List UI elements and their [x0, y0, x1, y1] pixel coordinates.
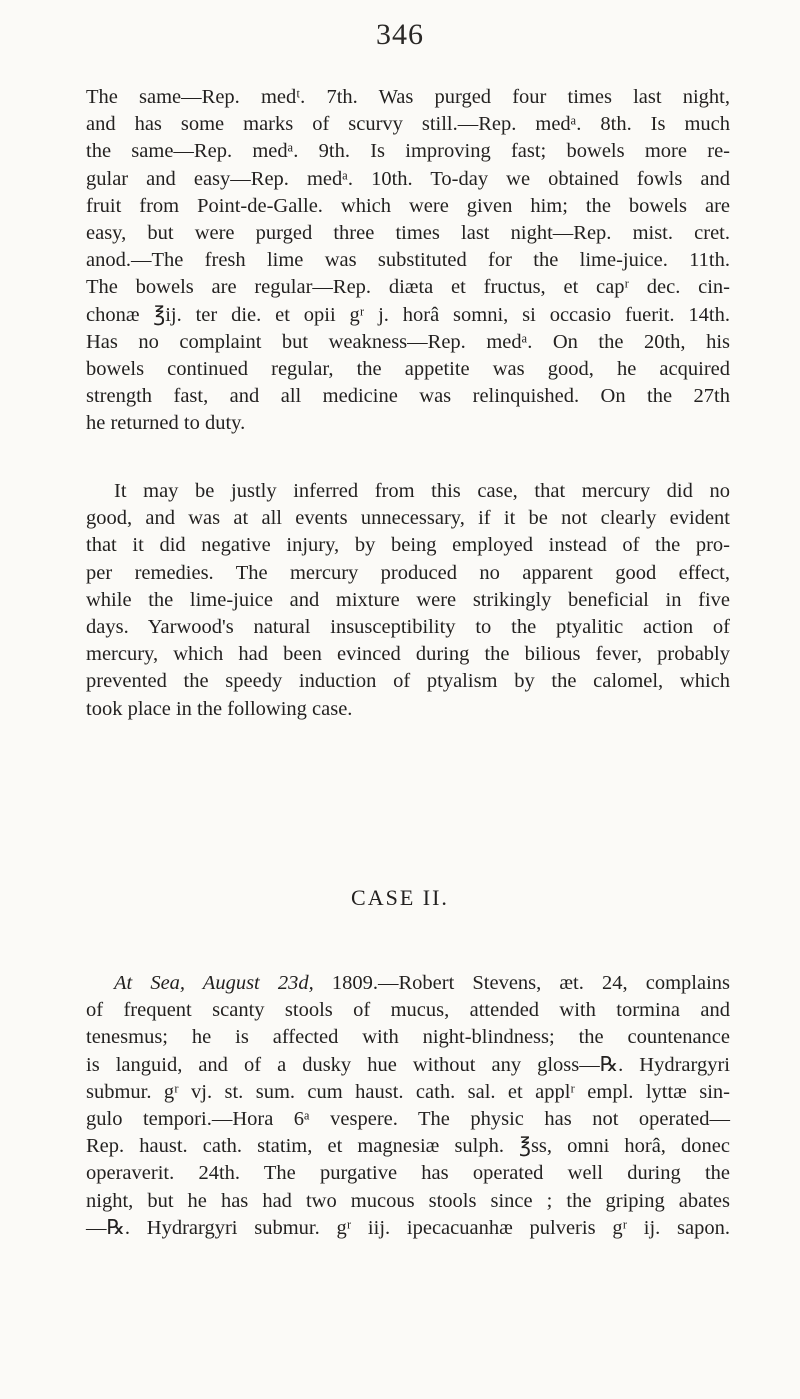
text-line: —℞. Hydrargyri submur. gʳ iij. ipecacuanhæ pulveris gʳ ij. sapon. — [86, 1216, 730, 1239]
text-line: fruit from Point-de-Galle. which were given him; the bowels are — [86, 194, 730, 217]
text-line: mercury, which had been evinced during the bilious fever, probably — [86, 643, 730, 666]
text-line: easy, but were purged three times last night—Rep. mist. cret. — [86, 222, 730, 245]
text-line: that it did negative injury, by being employed instead of the pro- — [86, 534, 730, 557]
text-line: prevented the speedy induction of ptyalism by the calomel, which — [86, 670, 730, 693]
text-line: The bowels are regular—Rep. diæta et fructus, et capʳ dec. cin- — [86, 276, 730, 299]
text-line: of frequent scanty stools of mucus, attended with tormina and — [86, 999, 730, 1022]
date-lead: At Sea, August 23d, — [114, 972, 314, 994]
text-line: gular and easy—Rep. medᵃ. 10th. To-day we obtained fowls and — [86, 167, 730, 190]
text-line — [86, 970, 730, 997]
text-line: night, but he has had two mucous stools since ; the griping abates — [86, 1189, 730, 1212]
text-fragment: 1809.—Robert Stevens, æt. 24, complains — [313, 972, 730, 994]
paragraph-case-two — [86, 970, 730, 1242]
text-line: took place in the following case. — [86, 697, 353, 720]
text-line: gulo tempori.—Hora 6ᵃ vespere. The physic has not operated— — [86, 1108, 730, 1131]
text-line: per remedies. The mercury produced no apparent good effect, — [86, 561, 730, 584]
text-line: good, and was at all events unnecessary, if it be not clearly evident — [86, 507, 730, 530]
text-line: Rep. haust. cath. statim, et magnesiæ sulph. ℥ss, omni horâ, donec — [86, 1135, 730, 1158]
text-line: chonæ ℥ij. ter die. et opii gʳ j. horâ somni, si occasio fuerit. 14th. — [86, 303, 730, 326]
text-line: strength fast, and all medicine was relinquished. On the 27th — [86, 385, 730, 408]
text-line: submur. gʳ vj. st. sum. cum haust. cath. sal. et applʳ empl. lyttæ sin- — [86, 1080, 730, 1103]
text-line: days. Yarwood's natural insusceptibility to the ptyalitic action of — [86, 616, 730, 639]
paragraph-inference — [86, 478, 730, 723]
case-heading: CASE II. — [351, 885, 449, 910]
text-line: It may be justly inferred from this case, that mercury did no — [114, 480, 730, 502]
text-line: bowels continued regular, the appetite was good, he acquired — [86, 358, 730, 381]
paragraph-case-continuation — [86, 84, 730, 438]
text-line: the same—Rep. medᵃ. 9th. Is improving fast; bowels more re- — [86, 140, 730, 163]
text-line: operaverit. 24th. The purgative has operated well during the — [86, 1162, 730, 1185]
text-line: Has no complaint but weakness—Rep. medᵃ. On the 20th, his — [86, 330, 730, 353]
page-number: 346 — [376, 18, 424, 51]
text-line: The same—Rep. medᵗ. 7th. Was purged four times last night, — [86, 86, 730, 108]
text-line: anod.—The fresh lime was substituted for the lime-juice. 11th. — [86, 249, 730, 272]
text-line: he returned to duty. — [86, 412, 246, 435]
text-line: tenesmus; he is affected with night-blindness; the countenance — [86, 1026, 730, 1049]
text-line: and has some marks of scurvy still.—Rep. medᵃ. 8th. Is much — [86, 113, 730, 136]
text-line: is languid, and of a dusky hue without any gloss—℞. Hydrargyri — [86, 1053, 730, 1076]
text-line: while the lime-juice and mixture were strikingly beneficial in five — [86, 588, 730, 611]
